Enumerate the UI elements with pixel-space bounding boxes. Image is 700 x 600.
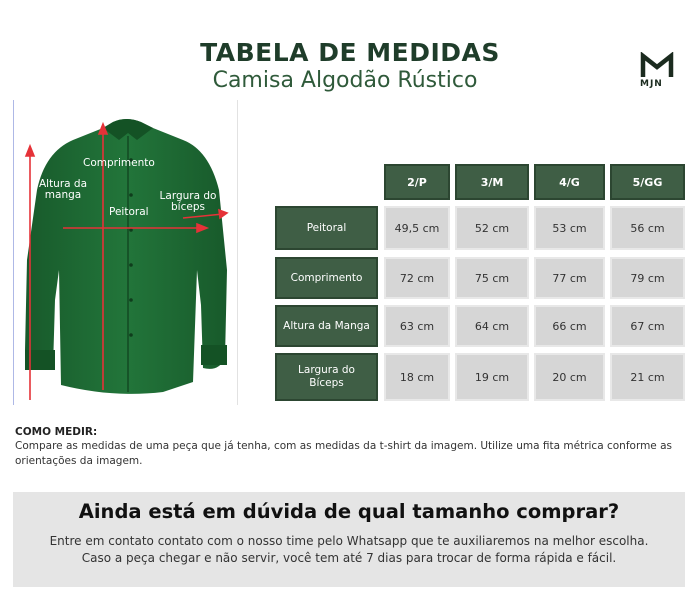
table-cell: 79 cm: [610, 257, 685, 299]
size-header-p: 2/P: [384, 164, 450, 200]
table-cell: 67 cm: [610, 305, 685, 347]
como-medir-text: Compare as medidas de uma peça que já tenha, com as medidas da t-shirt da imagem. Utilize uma fita métrica conforme as orientações da imagem.: [15, 440, 673, 467]
table-cell: 19 cm: [455, 353, 529, 401]
brand-logo-text: MJN: [640, 79, 663, 89]
table-cell: 21 cm: [610, 353, 685, 401]
help-box-text: [13, 533, 685, 567]
help-line-2: Caso a peça chegar e não servir, você tem até 7 dias para trocar de forma rápida e fácil.: [81, 551, 617, 565]
table-cell: 63 cm: [384, 305, 450, 347]
row-label-comprimento: Comprimento: [275, 257, 378, 299]
row-label-altura-manga: Altura da Manga: [275, 305, 378, 347]
table-cell: 18 cm: [384, 353, 450, 401]
help-box-title: Ainda está em dúvida de qual tamanho comprar?: [78, 500, 620, 523]
table-cell: 56 cm: [610, 206, 685, 250]
table-cell: 52 cm: [455, 206, 529, 250]
size-header-m: 3/M: [455, 164, 529, 200]
table-cell: 20 cm: [534, 353, 605, 401]
label-peitoral: Peitoral: [109, 206, 149, 218]
help-line-1: Entre em contato contato com o nosso time pelo Whatsapp que te auxiliaremos na melhor escolha.: [49, 534, 649, 548]
size-header-g: 4/G: [534, 164, 605, 200]
shirt-drawing: [13, 100, 238, 405]
table-cell: 72 cm: [384, 257, 450, 299]
label-comprimento: Comprimento: [83, 157, 155, 169]
table-cell: 64 cm: [455, 305, 529, 347]
table-cell: 77 cm: [534, 257, 605, 299]
page-subtitle: Camisa Algodão Rústico: [212, 68, 478, 93]
label-altura-manga: Altura da manga: [38, 178, 88, 201]
shirt-illustration: [13, 100, 238, 405]
como-medir-title: COMO MEDIR:: [15, 426, 98, 438]
row-label-peitoral: Peitoral: [275, 206, 378, 250]
table-cell: 75 cm: [455, 257, 529, 299]
row-label-largura-biceps: Largura do Bíceps: [275, 353, 378, 401]
help-box: [13, 492, 685, 587]
size-header-gg: 5/GG: [610, 164, 685, 200]
page-title: TABELA DE MEDIDAS: [200, 38, 500, 67]
table-cell: 66 cm: [534, 305, 605, 347]
label-largura-biceps: Largura do bíceps: [159, 190, 217, 213]
table-cell: 49,5 cm: [384, 206, 450, 250]
right-cuff: [201, 345, 227, 365]
table-cell: 53 cm: [534, 206, 605, 250]
